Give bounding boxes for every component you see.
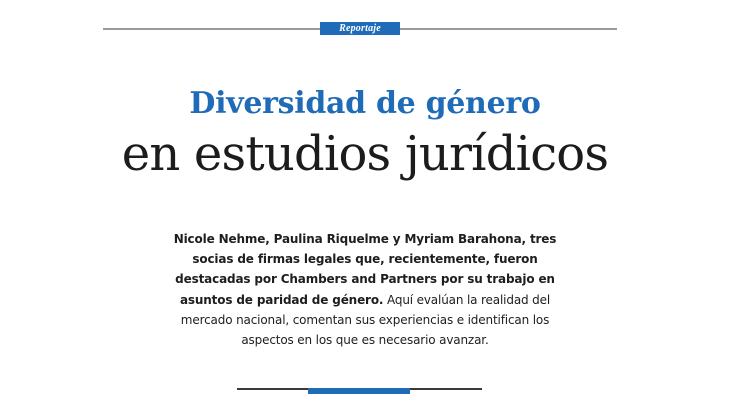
lead-regular-text: Aquí evalúan la realidad del mercado nacional, comentan sus experiencias e identifican los aspectos en los que es necesario avanzar. xyxy=(180,292,551,348)
bottom-accent-bar xyxy=(308,388,410,394)
section-tag: Reportaje xyxy=(320,22,400,35)
lead-bold-text: Nicole Nehme, Paulina Riquelme y Myriam Barahona, tres socias de firmas legales que, recientemente, fueron destacadas por Chambers and Partners por su trabajo en asuntos de paridad de género. xyxy=(173,232,557,307)
headline-line-2: en estudios jurídicos xyxy=(121,126,609,182)
lead-paragraph xyxy=(160,229,570,350)
headline-line-1: Diversidad de género xyxy=(189,86,541,121)
